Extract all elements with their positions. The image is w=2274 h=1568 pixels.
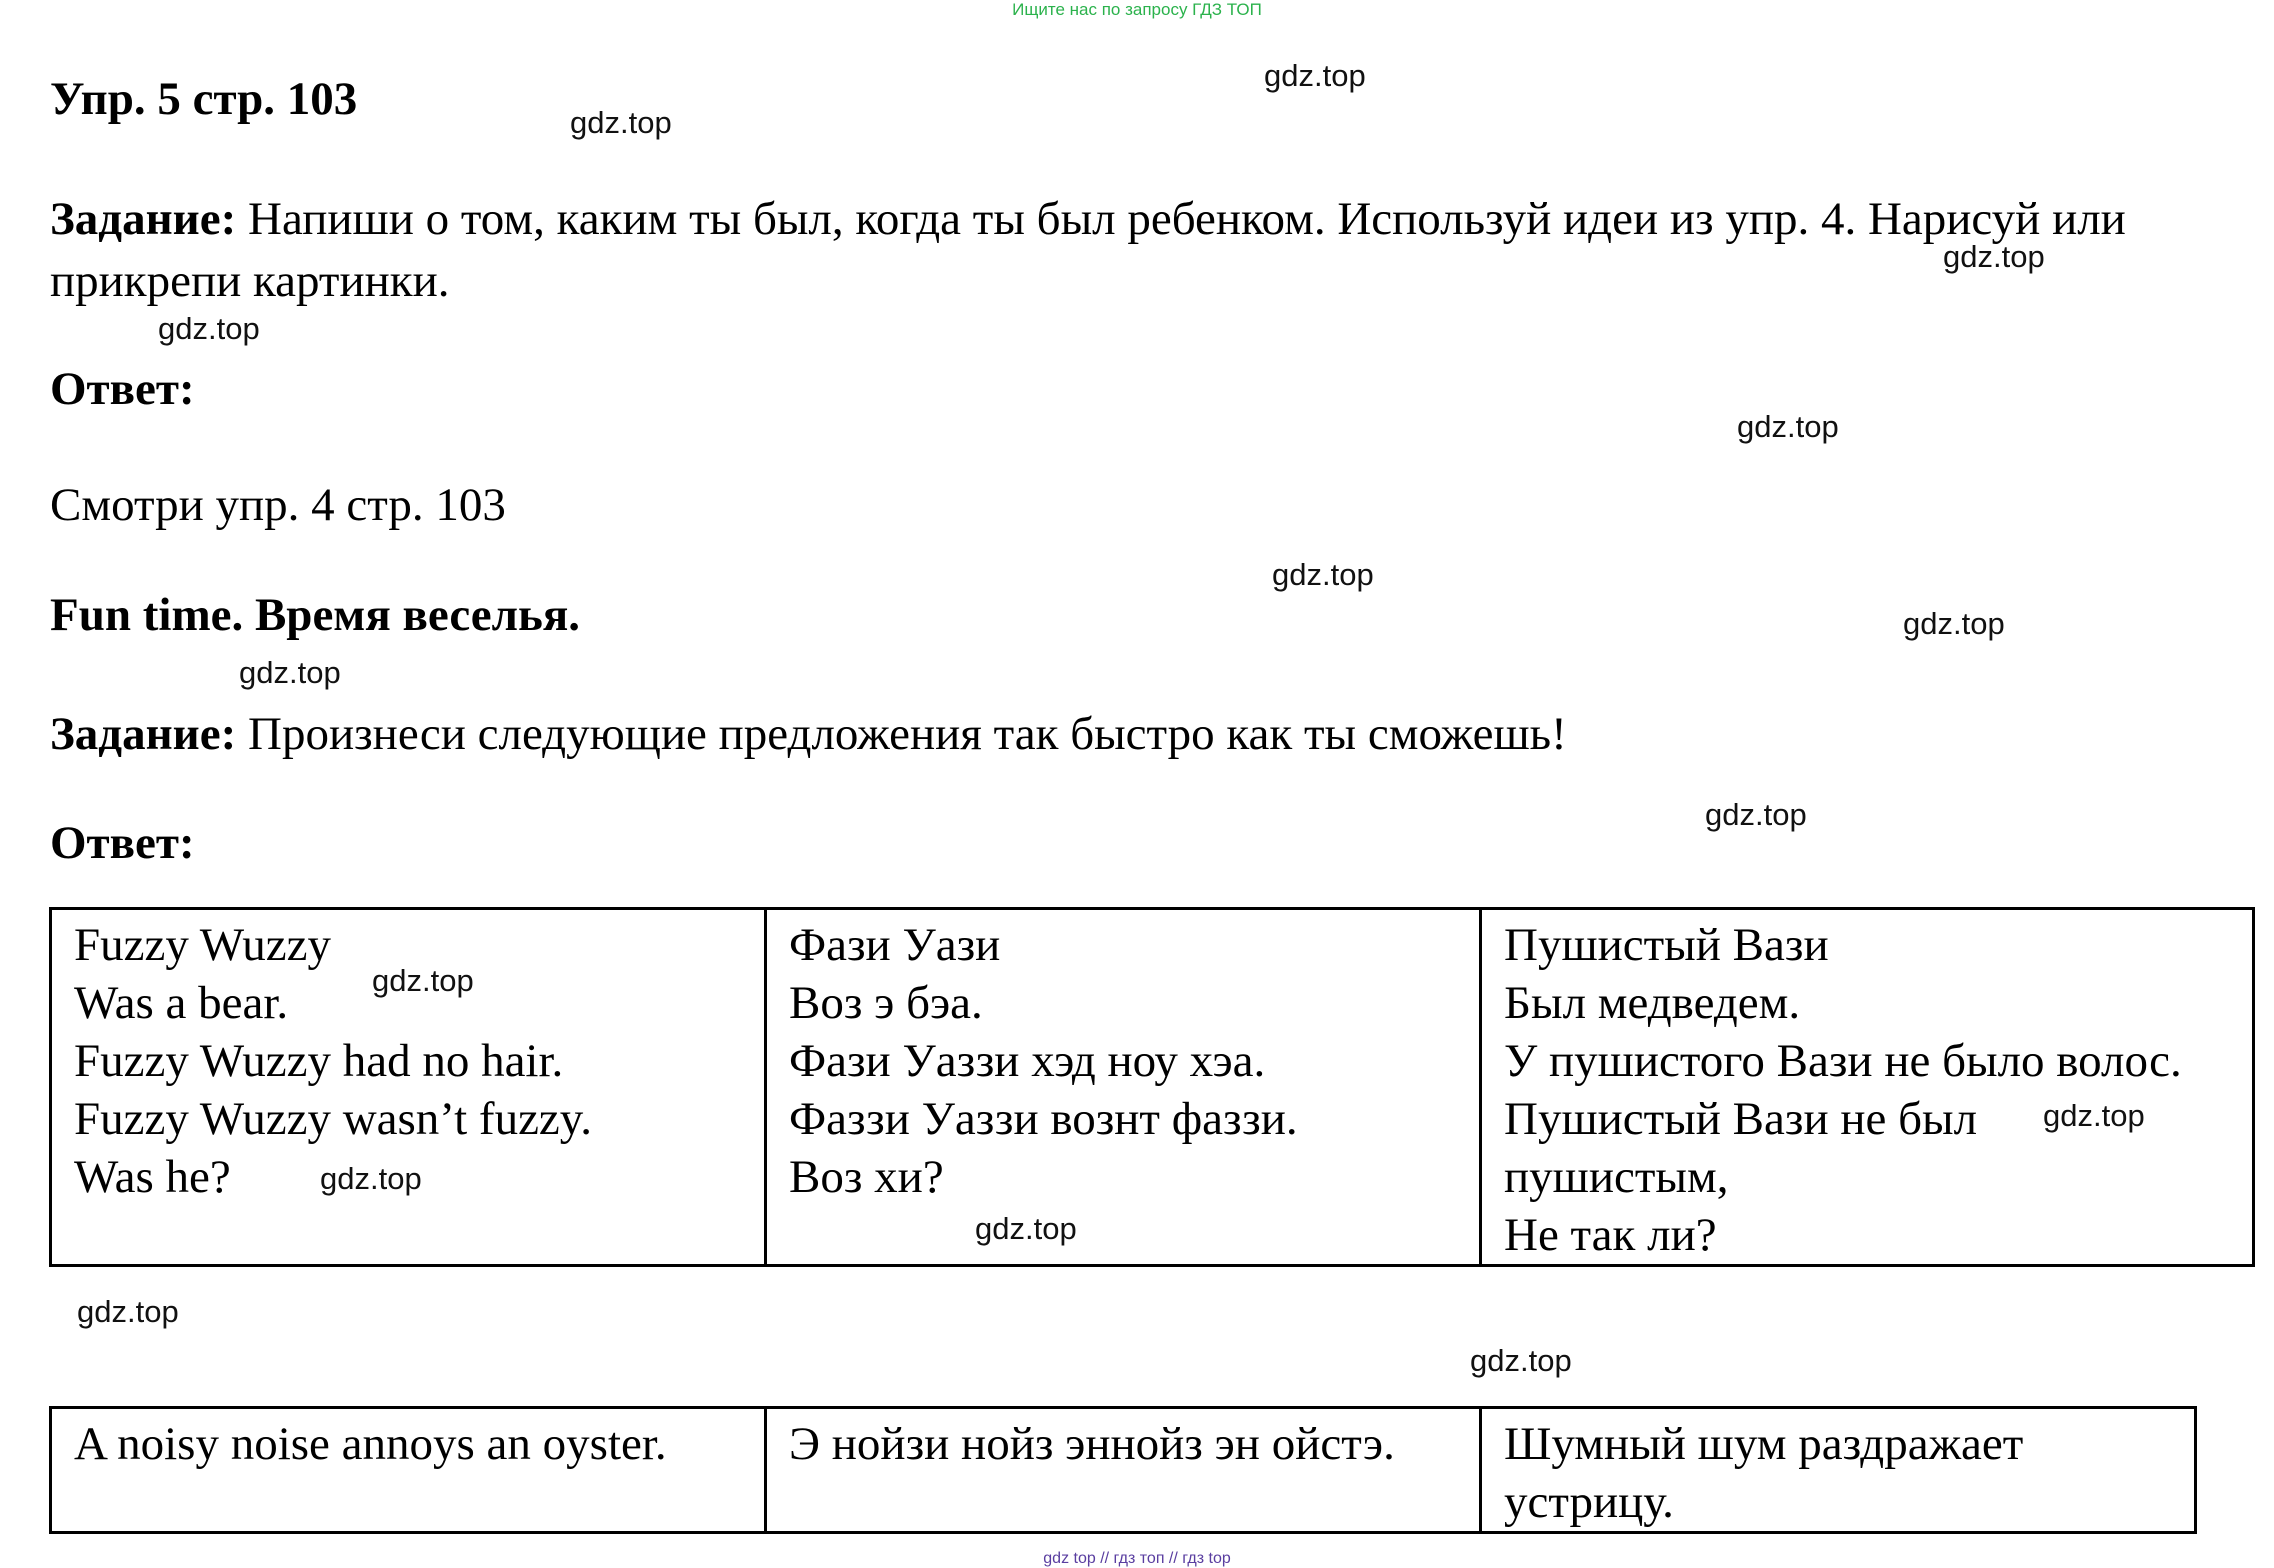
text-line: Fuzzy Wuzzy had no hair. (74, 1035, 564, 1087)
watermark: gdz.top (239, 655, 341, 690)
text-line: У пушистого Вази не было волос. (1504, 1035, 2182, 1087)
watermark: gdz.top (2043, 1098, 2145, 1133)
text-line: Э нойзи нойз эннойз эн ойстэ. (789, 1418, 1395, 1470)
answer-1-text: Смотри упр. 4 стр. 103 (50, 479, 506, 531)
watermark: gdz.top (372, 963, 474, 998)
answer-2-label: Ответ: (50, 817, 195, 869)
task-2-label: Задание: (50, 708, 237, 760)
fun-time-title: Fun time. Время веселья. (50, 589, 581, 641)
watermark: gdz.top (77, 1294, 179, 1329)
text-line: пушистым, (1504, 1151, 1729, 1203)
text-line: Воз э бэа. (789, 977, 983, 1029)
watermark: gdz.top (570, 105, 672, 140)
text-line: Was he? (74, 1151, 231, 1203)
watermark: gdz.top (1272, 557, 1374, 592)
text-line: Воз хи? (789, 1151, 944, 1203)
task-2-text: Произнеси следующие предложения так быстро как ты сможешь! (236, 708, 1567, 760)
text-line: Пушистый Вази (1504, 919, 1829, 971)
text-line: Фаззи Уаззи вознт фаззи. (789, 1093, 1298, 1145)
text-line: Пушистый Вази не был (1504, 1093, 1978, 1145)
bottom-banner: gdz top // гдз топ // гдз top (1043, 1550, 1231, 1567)
table-row (51, 1408, 2196, 1533)
task-1-text: Напиши о том, каким ты был, когда ты был ребенком. Используй идеи из упр. 4. Нарисуй или прикрепи картинки. (50, 193, 2126, 307)
task-1-label: Задание: (50, 193, 237, 245)
translation-cell (1481, 1408, 2196, 1533)
text-line: Was a bear. (74, 977, 289, 1029)
watermark: gdz.top (1737, 409, 1839, 444)
english-cell (51, 1408, 766, 1533)
text-line: Не так ли? (1504, 1209, 1717, 1261)
watermark: gdz.top (1943, 239, 2045, 274)
text-line: Fuzzy Wuzzy wasn’t fuzzy. (74, 1093, 592, 1145)
tongue-twister-table-2 (49, 1406, 2197, 1534)
watermark: gdz.top (1705, 797, 1807, 832)
transcription-cell (766, 909, 1481, 1266)
text-line: Фази Уаззи хэд ноу хэа. (789, 1035, 1266, 1087)
exercise-title: Упр. 5 стр. 103 (50, 73, 358, 125)
text-line: A noisy noise annoys an oyster. (74, 1418, 667, 1470)
text-line: устрицу. (1504, 1476, 1674, 1528)
task-2 (50, 703, 2230, 765)
watermark: gdz.top (975, 1211, 1077, 1246)
watermark: gdz.top (1903, 606, 2005, 641)
watermark: gdz.top (320, 1161, 422, 1196)
text-line: Фази Уази (789, 919, 1001, 971)
text-line: Шумный шум раздражает (1504, 1418, 2024, 1470)
translation-cell (1481, 909, 2254, 1266)
tongue-twister-table-1 (49, 907, 2255, 1267)
watermark: gdz.top (158, 311, 260, 346)
watermark: gdz.top (1470, 1343, 1572, 1378)
transcription-cell (766, 1408, 1481, 1533)
text-line: Был медведем. (1504, 977, 1801, 1029)
top-banner: Ищите нас по запросу ГДЗ ТОП (1012, 0, 1262, 19)
answer-1-label: Ответ: (50, 363, 195, 415)
watermark: gdz.top (1264, 58, 1366, 93)
task-1 (50, 188, 2230, 312)
text-line: Fuzzy Wuzzy (74, 919, 331, 971)
